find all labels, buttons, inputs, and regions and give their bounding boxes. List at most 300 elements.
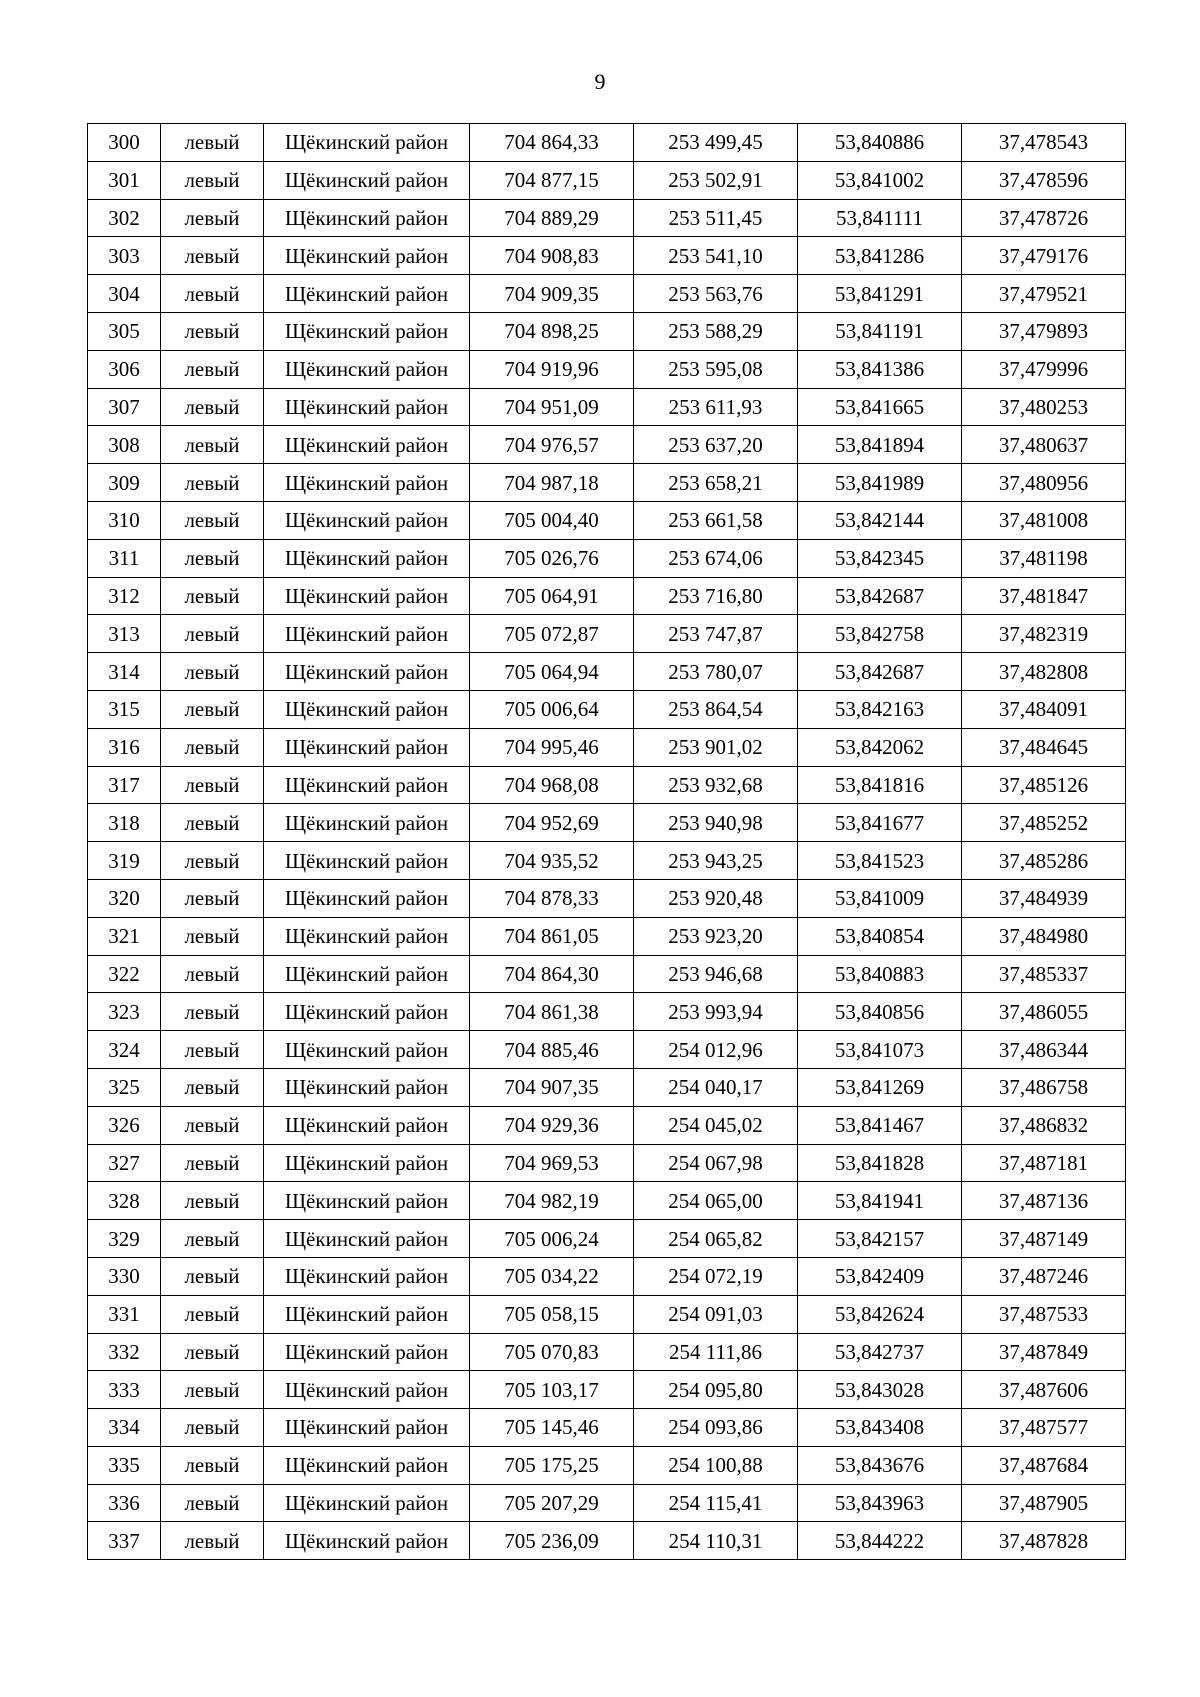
table-row bbox=[88, 1182, 1126, 1220]
x-coordinate-cell: 705 064,91 bbox=[470, 577, 634, 615]
table-row bbox=[88, 577, 1126, 615]
district-cell: Щёкинский район bbox=[264, 804, 470, 842]
coordinates-table-body bbox=[88, 124, 1126, 1560]
table-row bbox=[88, 1068, 1126, 1106]
point-number-cell: 318 bbox=[88, 804, 161, 842]
y-coordinate-cell: 253 563,76 bbox=[634, 275, 798, 313]
point-number-cell: 325 bbox=[88, 1068, 161, 1106]
point-number-cell: 333 bbox=[88, 1371, 161, 1409]
latitude-cell: 53,841894 bbox=[798, 426, 962, 464]
district-cell: Щёкинский район bbox=[264, 1484, 470, 1522]
point-number-cell: 335 bbox=[88, 1446, 161, 1484]
latitude-cell: 53,841665 bbox=[798, 388, 962, 426]
latitude-cell: 53,841467 bbox=[798, 1106, 962, 1144]
longitude-cell: 37,481008 bbox=[962, 501, 1126, 539]
table-row bbox=[88, 993, 1126, 1031]
bank-side-cell: левый bbox=[161, 124, 264, 162]
x-coordinate-cell: 704 969,53 bbox=[470, 1144, 634, 1182]
table-row bbox=[88, 312, 1126, 350]
x-coordinate-cell: 705 070,83 bbox=[470, 1333, 634, 1371]
table-row bbox=[88, 426, 1126, 464]
table-row bbox=[88, 1409, 1126, 1447]
longitude-cell: 37,486344 bbox=[962, 1031, 1126, 1069]
bank-side-cell: левый bbox=[161, 539, 264, 577]
latitude-cell: 53,841073 bbox=[798, 1031, 962, 1069]
x-coordinate-cell: 704 864,30 bbox=[470, 955, 634, 993]
x-coordinate-cell: 704 878,33 bbox=[470, 879, 634, 917]
longitude-cell: 37,487684 bbox=[962, 1446, 1126, 1484]
latitude-cell: 53,842062 bbox=[798, 728, 962, 766]
district-cell: Щёкинский район bbox=[264, 615, 470, 653]
bank-side-cell: левый bbox=[161, 879, 264, 917]
bank-side-cell: левый bbox=[161, 690, 264, 728]
longitude-cell: 37,487136 bbox=[962, 1182, 1126, 1220]
bank-side-cell: левый bbox=[161, 312, 264, 350]
y-coordinate-cell: 253 923,20 bbox=[634, 917, 798, 955]
point-number-cell: 331 bbox=[88, 1295, 161, 1333]
point-number-cell: 304 bbox=[88, 275, 161, 313]
longitude-cell: 37,485286 bbox=[962, 842, 1126, 880]
latitude-cell: 53,841286 bbox=[798, 237, 962, 275]
bank-side-cell: левый bbox=[161, 1220, 264, 1258]
y-coordinate-cell: 254 111,86 bbox=[634, 1333, 798, 1371]
district-cell: Щёкинский район bbox=[264, 1182, 470, 1220]
longitude-cell: 37,486758 bbox=[962, 1068, 1126, 1106]
y-coordinate-cell: 253 661,58 bbox=[634, 501, 798, 539]
longitude-cell: 37,486055 bbox=[962, 993, 1126, 1031]
district-cell: Щёкинский район bbox=[264, 501, 470, 539]
latitude-cell: 53,842687 bbox=[798, 653, 962, 691]
y-coordinate-cell: 253 940,98 bbox=[634, 804, 798, 842]
bank-side-cell: левый bbox=[161, 1371, 264, 1409]
x-coordinate-cell: 704 987,18 bbox=[470, 464, 634, 502]
latitude-cell: 53,842144 bbox=[798, 501, 962, 539]
table-row bbox=[88, 464, 1126, 502]
y-coordinate-cell: 253 499,45 bbox=[634, 124, 798, 162]
point-number-cell: 311 bbox=[88, 539, 161, 577]
latitude-cell: 53,841523 bbox=[798, 842, 962, 880]
district-cell: Щёкинский район bbox=[264, 199, 470, 237]
x-coordinate-cell: 704 976,57 bbox=[470, 426, 634, 464]
latitude-cell: 53,841291 bbox=[798, 275, 962, 313]
table-row bbox=[88, 501, 1126, 539]
table-row bbox=[88, 1031, 1126, 1069]
y-coordinate-cell: 253 595,08 bbox=[634, 350, 798, 388]
longitude-cell: 37,481198 bbox=[962, 539, 1126, 577]
district-cell: Щёкинский район bbox=[264, 124, 470, 162]
table-row bbox=[88, 879, 1126, 917]
latitude-cell: 53,841941 bbox=[798, 1182, 962, 1220]
longitude-cell: 37,484645 bbox=[962, 728, 1126, 766]
longitude-cell: 37,487577 bbox=[962, 1409, 1126, 1447]
longitude-cell: 37,487246 bbox=[962, 1257, 1126, 1295]
x-coordinate-cell: 705 236,09 bbox=[470, 1522, 634, 1560]
y-coordinate-cell: 254 065,00 bbox=[634, 1182, 798, 1220]
district-cell: Щёкинский район bbox=[264, 917, 470, 955]
y-coordinate-cell: 254 012,96 bbox=[634, 1031, 798, 1069]
longitude-cell: 37,478726 bbox=[962, 199, 1126, 237]
table-row bbox=[88, 275, 1126, 313]
latitude-cell: 53,840886 bbox=[798, 124, 962, 162]
table-row bbox=[88, 955, 1126, 993]
longitude-cell: 37,480956 bbox=[962, 464, 1126, 502]
table-row bbox=[88, 124, 1126, 162]
y-coordinate-cell: 253 674,06 bbox=[634, 539, 798, 577]
latitude-cell: 53,842345 bbox=[798, 539, 962, 577]
bank-side-cell: левый bbox=[161, 993, 264, 1031]
district-cell: Щёкинский район bbox=[264, 653, 470, 691]
longitude-cell: 37,485252 bbox=[962, 804, 1126, 842]
x-coordinate-cell: 704 951,09 bbox=[470, 388, 634, 426]
latitude-cell: 53,840883 bbox=[798, 955, 962, 993]
point-number-cell: 307 bbox=[88, 388, 161, 426]
latitude-cell: 53,841111 bbox=[798, 199, 962, 237]
y-coordinate-cell: 254 072,19 bbox=[634, 1257, 798, 1295]
y-coordinate-cell: 253 502,91 bbox=[634, 161, 798, 199]
x-coordinate-cell: 704 889,29 bbox=[470, 199, 634, 237]
x-coordinate-cell: 705 175,25 bbox=[470, 1446, 634, 1484]
latitude-cell: 53,842624 bbox=[798, 1295, 962, 1333]
table-row bbox=[88, 1257, 1126, 1295]
y-coordinate-cell: 254 093,86 bbox=[634, 1409, 798, 1447]
latitude-cell: 53,843963 bbox=[798, 1484, 962, 1522]
point-number-cell: 334 bbox=[88, 1409, 161, 1447]
latitude-cell: 53,841828 bbox=[798, 1144, 962, 1182]
longitude-cell: 37,487828 bbox=[962, 1522, 1126, 1560]
point-number-cell: 310 bbox=[88, 501, 161, 539]
longitude-cell: 37,479893 bbox=[962, 312, 1126, 350]
longitude-cell: 37,487149 bbox=[962, 1220, 1126, 1258]
district-cell: Щёкинский район bbox=[264, 1371, 470, 1409]
point-number-cell: 329 bbox=[88, 1220, 161, 1258]
x-coordinate-cell: 704 877,15 bbox=[470, 161, 634, 199]
point-number-cell: 314 bbox=[88, 653, 161, 691]
district-cell: Щёкинский район bbox=[264, 1446, 470, 1484]
district-cell: Щёкинский район bbox=[264, 879, 470, 917]
district-cell: Щёкинский район bbox=[264, 1144, 470, 1182]
bank-side-cell: левый bbox=[161, 1522, 264, 1560]
x-coordinate-cell: 705 064,94 bbox=[470, 653, 634, 691]
point-number-cell: 301 bbox=[88, 161, 161, 199]
longitude-cell: 37,484939 bbox=[962, 879, 1126, 917]
latitude-cell: 53,842157 bbox=[798, 1220, 962, 1258]
longitude-cell: 37,480637 bbox=[962, 426, 1126, 464]
latitude-cell: 53,841002 bbox=[798, 161, 962, 199]
bank-side-cell: левый bbox=[161, 501, 264, 539]
table-row bbox=[88, 1446, 1126, 1484]
table-row bbox=[88, 615, 1126, 653]
point-number-cell: 321 bbox=[88, 917, 161, 955]
bank-side-cell: левый bbox=[161, 842, 264, 880]
point-number-cell: 317 bbox=[88, 766, 161, 804]
latitude-cell: 53,841816 bbox=[798, 766, 962, 804]
y-coordinate-cell: 254 110,31 bbox=[634, 1522, 798, 1560]
y-coordinate-cell: 254 115,41 bbox=[634, 1484, 798, 1522]
y-coordinate-cell: 253 716,80 bbox=[634, 577, 798, 615]
point-number-cell: 320 bbox=[88, 879, 161, 917]
y-coordinate-cell: 254 045,02 bbox=[634, 1106, 798, 1144]
x-coordinate-cell: 704 907,35 bbox=[470, 1068, 634, 1106]
bank-side-cell: левый bbox=[161, 1333, 264, 1371]
table-row bbox=[88, 1371, 1126, 1409]
longitude-cell: 37,479521 bbox=[962, 275, 1126, 313]
y-coordinate-cell: 253 946,68 bbox=[634, 955, 798, 993]
district-cell: Щёкинский район bbox=[264, 539, 470, 577]
x-coordinate-cell: 704 864,33 bbox=[470, 124, 634, 162]
point-number-cell: 308 bbox=[88, 426, 161, 464]
point-number-cell: 332 bbox=[88, 1333, 161, 1371]
x-coordinate-cell: 704 898,25 bbox=[470, 312, 634, 350]
district-cell: Щёкинский район bbox=[264, 1333, 470, 1371]
table-row bbox=[88, 842, 1126, 880]
y-coordinate-cell: 253 864,54 bbox=[634, 690, 798, 728]
bank-side-cell: левый bbox=[161, 464, 264, 502]
x-coordinate-cell: 705 058,15 bbox=[470, 1295, 634, 1333]
x-coordinate-cell: 704 995,46 bbox=[470, 728, 634, 766]
district-cell: Щёкинский район bbox=[264, 1522, 470, 1560]
table-row bbox=[88, 199, 1126, 237]
longitude-cell: 37,482319 bbox=[962, 615, 1126, 653]
longitude-cell: 37,484091 bbox=[962, 690, 1126, 728]
longitude-cell: 37,487533 bbox=[962, 1295, 1126, 1333]
x-coordinate-cell: 704 935,52 bbox=[470, 842, 634, 880]
y-coordinate-cell: 253 588,29 bbox=[634, 312, 798, 350]
bank-side-cell: левый bbox=[161, 766, 264, 804]
table-row bbox=[88, 804, 1126, 842]
point-number-cell: 337 bbox=[88, 1522, 161, 1560]
coordinates-table bbox=[87, 123, 1126, 1560]
y-coordinate-cell: 253 932,68 bbox=[634, 766, 798, 804]
y-coordinate-cell: 253 901,02 bbox=[634, 728, 798, 766]
table-row bbox=[88, 917, 1126, 955]
y-coordinate-cell: 253 920,48 bbox=[634, 879, 798, 917]
point-number-cell: 324 bbox=[88, 1031, 161, 1069]
y-coordinate-cell: 253 541,10 bbox=[634, 237, 798, 275]
latitude-cell: 53,843408 bbox=[798, 1409, 962, 1447]
x-coordinate-cell: 704 908,83 bbox=[470, 237, 634, 275]
bank-side-cell: левый bbox=[161, 388, 264, 426]
x-coordinate-cell: 704 919,96 bbox=[470, 350, 634, 388]
point-number-cell: 323 bbox=[88, 993, 161, 1031]
point-number-cell: 302 bbox=[88, 199, 161, 237]
bank-side-cell: левый bbox=[161, 1144, 264, 1182]
y-coordinate-cell: 253 511,45 bbox=[634, 199, 798, 237]
district-cell: Щёкинский район bbox=[264, 1220, 470, 1258]
table-row bbox=[88, 1295, 1126, 1333]
district-cell: Щёкинский район bbox=[264, 1031, 470, 1069]
table-row bbox=[88, 653, 1126, 691]
x-coordinate-cell: 705 072,87 bbox=[470, 615, 634, 653]
y-coordinate-cell: 253 637,20 bbox=[634, 426, 798, 464]
y-coordinate-cell: 253 943,25 bbox=[634, 842, 798, 880]
bank-side-cell: левый bbox=[161, 917, 264, 955]
district-cell: Щёкинский район bbox=[264, 388, 470, 426]
bank-side-cell: левый bbox=[161, 1182, 264, 1220]
point-number-cell: 309 bbox=[88, 464, 161, 502]
table-row bbox=[88, 237, 1126, 275]
district-cell: Щёкинский район bbox=[264, 350, 470, 388]
bank-side-cell: левый bbox=[161, 350, 264, 388]
point-number-cell: 315 bbox=[88, 690, 161, 728]
bank-side-cell: левый bbox=[161, 199, 264, 237]
table-row bbox=[88, 1220, 1126, 1258]
point-number-cell: 313 bbox=[88, 615, 161, 653]
latitude-cell: 53,841386 bbox=[798, 350, 962, 388]
latitude-cell: 53,841989 bbox=[798, 464, 962, 502]
point-number-cell: 328 bbox=[88, 1182, 161, 1220]
longitude-cell: 37,479176 bbox=[962, 237, 1126, 275]
x-coordinate-cell: 704 885,46 bbox=[470, 1031, 634, 1069]
latitude-cell: 53,841191 bbox=[798, 312, 962, 350]
page-number: 9 bbox=[594, 69, 606, 94]
longitude-cell: 37,485337 bbox=[962, 955, 1126, 993]
point-number-cell: 327 bbox=[88, 1144, 161, 1182]
bank-side-cell: левый bbox=[161, 1106, 264, 1144]
table-row bbox=[88, 766, 1126, 804]
latitude-cell: 53,840856 bbox=[798, 993, 962, 1031]
latitude-cell: 53,842737 bbox=[798, 1333, 962, 1371]
y-coordinate-cell: 254 067,98 bbox=[634, 1144, 798, 1182]
y-coordinate-cell: 254 065,82 bbox=[634, 1220, 798, 1258]
table-row bbox=[88, 388, 1126, 426]
y-coordinate-cell: 254 095,80 bbox=[634, 1371, 798, 1409]
longitude-cell: 37,484980 bbox=[962, 917, 1126, 955]
x-coordinate-cell: 704 968,08 bbox=[470, 766, 634, 804]
y-coordinate-cell: 254 091,03 bbox=[634, 1295, 798, 1333]
longitude-cell: 37,487606 bbox=[962, 1371, 1126, 1409]
longitude-cell: 37,480253 bbox=[962, 388, 1126, 426]
bank-side-cell: левый bbox=[161, 955, 264, 993]
y-coordinate-cell: 253 993,94 bbox=[634, 993, 798, 1031]
district-cell: Щёкинский район bbox=[264, 690, 470, 728]
district-cell: Щёкинский район bbox=[264, 1068, 470, 1106]
table-row bbox=[88, 728, 1126, 766]
district-cell: Щёкинский район bbox=[264, 275, 470, 313]
latitude-cell: 53,842687 bbox=[798, 577, 962, 615]
district-cell: Щёкинский район bbox=[264, 1257, 470, 1295]
bank-side-cell: левый bbox=[161, 728, 264, 766]
point-number-cell: 319 bbox=[88, 842, 161, 880]
district-cell: Щёкинский район bbox=[264, 1409, 470, 1447]
x-coordinate-cell: 704 929,36 bbox=[470, 1106, 634, 1144]
bank-side-cell: левый bbox=[161, 804, 264, 842]
longitude-cell: 37,481847 bbox=[962, 577, 1126, 615]
district-cell: Щёкинский район bbox=[264, 312, 470, 350]
latitude-cell: 53,843028 bbox=[798, 1371, 962, 1409]
table-row bbox=[88, 161, 1126, 199]
point-number-cell: 300 bbox=[88, 124, 161, 162]
x-coordinate-cell: 705 207,29 bbox=[470, 1484, 634, 1522]
bank-side-cell: левый bbox=[161, 615, 264, 653]
district-cell: Щёкинский район bbox=[264, 993, 470, 1031]
longitude-cell: 37,478596 bbox=[962, 161, 1126, 199]
district-cell: Щёкинский район bbox=[264, 426, 470, 464]
x-coordinate-cell: 705 034,22 bbox=[470, 1257, 634, 1295]
bank-side-cell: левый bbox=[161, 1409, 264, 1447]
x-coordinate-cell: 704 952,69 bbox=[470, 804, 634, 842]
point-number-cell: 306 bbox=[88, 350, 161, 388]
point-number-cell: 322 bbox=[88, 955, 161, 993]
bank-side-cell: левый bbox=[161, 426, 264, 464]
point-number-cell: 305 bbox=[88, 312, 161, 350]
x-coordinate-cell: 704 861,05 bbox=[470, 917, 634, 955]
district-cell: Щёкинский район bbox=[264, 1295, 470, 1333]
bank-side-cell: левый bbox=[161, 1031, 264, 1069]
district-cell: Щёкинский район bbox=[264, 161, 470, 199]
bank-side-cell: левый bbox=[161, 1257, 264, 1295]
x-coordinate-cell: 705 006,64 bbox=[470, 690, 634, 728]
longitude-cell: 37,487905 bbox=[962, 1484, 1126, 1522]
district-cell: Щёкинский район bbox=[264, 464, 470, 502]
x-coordinate-cell: 704 909,35 bbox=[470, 275, 634, 313]
y-coordinate-cell: 253 658,21 bbox=[634, 464, 798, 502]
bank-side-cell: левый bbox=[161, 237, 264, 275]
longitude-cell: 37,487849 bbox=[962, 1333, 1126, 1371]
latitude-cell: 53,842758 bbox=[798, 615, 962, 653]
latitude-cell: 53,844222 bbox=[798, 1522, 962, 1560]
x-coordinate-cell: 705 004,40 bbox=[470, 501, 634, 539]
x-coordinate-cell: 705 103,17 bbox=[470, 1371, 634, 1409]
district-cell: Щёкинский район bbox=[264, 577, 470, 615]
point-number-cell: 326 bbox=[88, 1106, 161, 1144]
latitude-cell: 53,841269 bbox=[798, 1068, 962, 1106]
bank-side-cell: левый bbox=[161, 161, 264, 199]
table-row bbox=[88, 1106, 1126, 1144]
point-number-cell: 316 bbox=[88, 728, 161, 766]
latitude-cell: 53,841677 bbox=[798, 804, 962, 842]
y-coordinate-cell: 254 040,17 bbox=[634, 1068, 798, 1106]
latitude-cell: 53,843676 bbox=[798, 1446, 962, 1484]
x-coordinate-cell: 705 006,24 bbox=[470, 1220, 634, 1258]
y-coordinate-cell: 254 100,88 bbox=[634, 1446, 798, 1484]
y-coordinate-cell: 253 780,07 bbox=[634, 653, 798, 691]
bank-side-cell: левый bbox=[161, 653, 264, 691]
longitude-cell: 37,482808 bbox=[962, 653, 1126, 691]
table-row bbox=[88, 539, 1126, 577]
table-row bbox=[88, 1144, 1126, 1182]
point-number-cell: 330 bbox=[88, 1257, 161, 1295]
bank-side-cell: левый bbox=[161, 1484, 264, 1522]
y-coordinate-cell: 253 747,87 bbox=[634, 615, 798, 653]
latitude-cell: 53,842163 bbox=[798, 690, 962, 728]
longitude-cell: 37,485126 bbox=[962, 766, 1126, 804]
bank-side-cell: левый bbox=[161, 275, 264, 313]
table-row bbox=[88, 690, 1126, 728]
table-row bbox=[88, 1333, 1126, 1371]
district-cell: Щёкинский район bbox=[264, 728, 470, 766]
longitude-cell: 37,487181 bbox=[962, 1144, 1126, 1182]
latitude-cell: 53,842409 bbox=[798, 1257, 962, 1295]
longitude-cell: 37,478543 bbox=[962, 124, 1126, 162]
district-cell: Щёкинский район bbox=[264, 1106, 470, 1144]
longitude-cell: 37,479996 bbox=[962, 350, 1126, 388]
bank-side-cell: левый bbox=[161, 577, 264, 615]
x-coordinate-cell: 704 982,19 bbox=[470, 1182, 634, 1220]
table-row bbox=[88, 1484, 1126, 1522]
district-cell: Щёкинский район bbox=[264, 955, 470, 993]
district-cell: Щёкинский район bbox=[264, 766, 470, 804]
longitude-cell: 37,486832 bbox=[962, 1106, 1126, 1144]
bank-side-cell: левый bbox=[161, 1446, 264, 1484]
point-number-cell: 312 bbox=[88, 577, 161, 615]
bank-side-cell: левый bbox=[161, 1068, 264, 1106]
point-number-cell: 336 bbox=[88, 1484, 161, 1522]
x-coordinate-cell: 705 026,76 bbox=[470, 539, 634, 577]
point-number-cell: 303 bbox=[88, 237, 161, 275]
latitude-cell: 53,841009 bbox=[798, 879, 962, 917]
bank-side-cell: левый bbox=[161, 1295, 264, 1333]
latitude-cell: 53,840854 bbox=[798, 917, 962, 955]
